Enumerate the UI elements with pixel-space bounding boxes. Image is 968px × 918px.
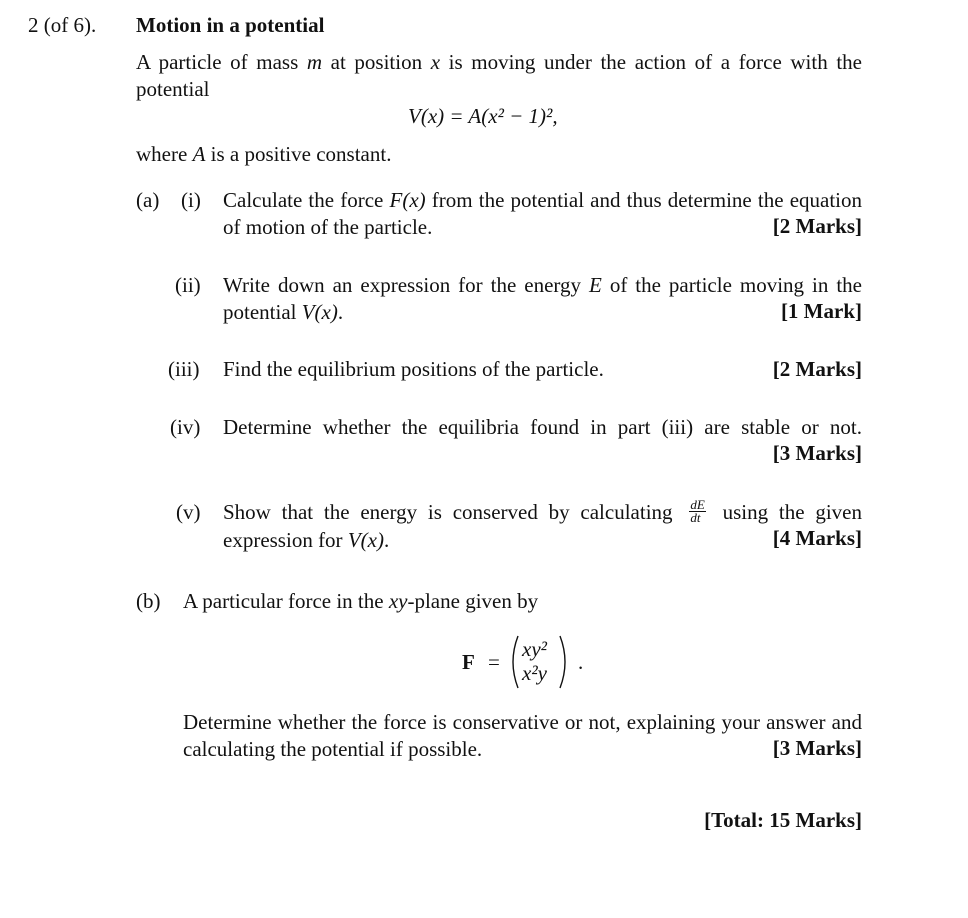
fraction-denominator: dt bbox=[690, 509, 701, 525]
part-a-v-text-a: Show that the energy is conserved by calculating bbox=[223, 500, 684, 524]
part-b-body: Determine whether the force is conservative or not, explaining your answer and calculating the potential if possible. bbox=[183, 710, 862, 761]
derivative-fraction bbox=[689, 496, 705, 525]
where-constant-symbol: A bbox=[192, 142, 206, 166]
intro-text-c: is moving under the action of a force with the potential bbox=[136, 50, 862, 101]
intro-mass-symbol: m bbox=[306, 50, 323, 74]
force-vector-symbol: F bbox=[462, 650, 475, 674]
part-a-iv-marks: [3 Marks] bbox=[772, 441, 862, 465]
part-a-ii-label: (ii) bbox=[175, 273, 201, 297]
potential-formula: V(x) = A(x² − 1)², bbox=[408, 104, 558, 128]
part-a-ii-energy-symbol: E bbox=[589, 273, 602, 297]
force-vector-equation bbox=[462, 632, 602, 692]
part-a-v-label: (v) bbox=[176, 500, 201, 524]
part-a-ii-text-a: Write down an expression for the energy bbox=[223, 273, 590, 297]
vector-bottom-component: x²y bbox=[522, 661, 547, 685]
part-a-v-text-c: . bbox=[383, 527, 390, 552]
part-b-plane-symbol: xy bbox=[388, 589, 408, 613]
question-number: 2 (of 6). bbox=[28, 13, 97, 37]
part-a-i-marks: [2 Marks] bbox=[772, 214, 862, 238]
intro-text-b: at position bbox=[322, 50, 431, 74]
part-a-i-text-a: Calculate the force bbox=[223, 188, 390, 212]
equals-sign: = bbox=[488, 650, 500, 674]
part-a-iv-text: Determine whether the equilibria found in part (iii) are stable or not. bbox=[223, 415, 862, 439]
part-a-i-text-b: from the potential and thus determine the equation of motion of the particle. bbox=[223, 188, 863, 239]
question-title: Motion in a potential bbox=[136, 13, 325, 37]
fraction-numerator: dE bbox=[690, 496, 705, 512]
intro-text-a: A particle of mass bbox=[136, 50, 307, 74]
where-text-b: is a positive constant. bbox=[205, 142, 392, 166]
part-a-i-force-symbol: F(x) bbox=[389, 188, 426, 212]
part-a-ii-text bbox=[223, 272, 862, 326]
part-a-v-text-b: using the given expression for bbox=[223, 500, 862, 552]
vector-top-component: xy² bbox=[522, 637, 547, 661]
where-line bbox=[136, 141, 391, 168]
part-a-ii-text-c: . bbox=[337, 300, 344, 324]
where-text-a: where bbox=[136, 142, 193, 166]
part-a-iii-label: (iii) bbox=[168, 357, 200, 381]
part-a-i-text bbox=[223, 187, 862, 241]
vector-end-period: . bbox=[578, 650, 584, 674]
part-a-label: (a) bbox=[136, 188, 160, 212]
intro-position-symbol: x bbox=[430, 50, 441, 74]
part-a-v-text bbox=[223, 496, 862, 554]
part-b-text-b: -plane given by bbox=[407, 589, 539, 613]
intro-paragraph bbox=[136, 49, 862, 103]
part-a-v-potential-symbol: V(x) bbox=[347, 527, 384, 552]
part-b-text-a: A particular force in the bbox=[183, 589, 389, 613]
part-b-marks: [3 Marks] bbox=[772, 736, 862, 760]
part-a-ii-potential-symbol: V(x) bbox=[301, 300, 338, 324]
part-b-intro bbox=[183, 588, 538, 615]
part-a-v-marks: [4 Marks] bbox=[772, 526, 862, 550]
part-a-iii-marks: [2 Marks] bbox=[772, 357, 862, 381]
part-a-ii-marks: [1 Mark] bbox=[780, 299, 862, 323]
part-a-i-label: (i) bbox=[181, 188, 201, 212]
part-a-ii-text-b: of the particle moving in the potential bbox=[223, 273, 862, 324]
part-a-iv-label: (iv) bbox=[170, 415, 201, 439]
part-b-label: (b) bbox=[136, 589, 161, 613]
total-marks: [Total: 15 Marks] bbox=[704, 808, 862, 832]
part-a-iii-text: Find the equilibrium positions of the particle. bbox=[223, 357, 604, 381]
